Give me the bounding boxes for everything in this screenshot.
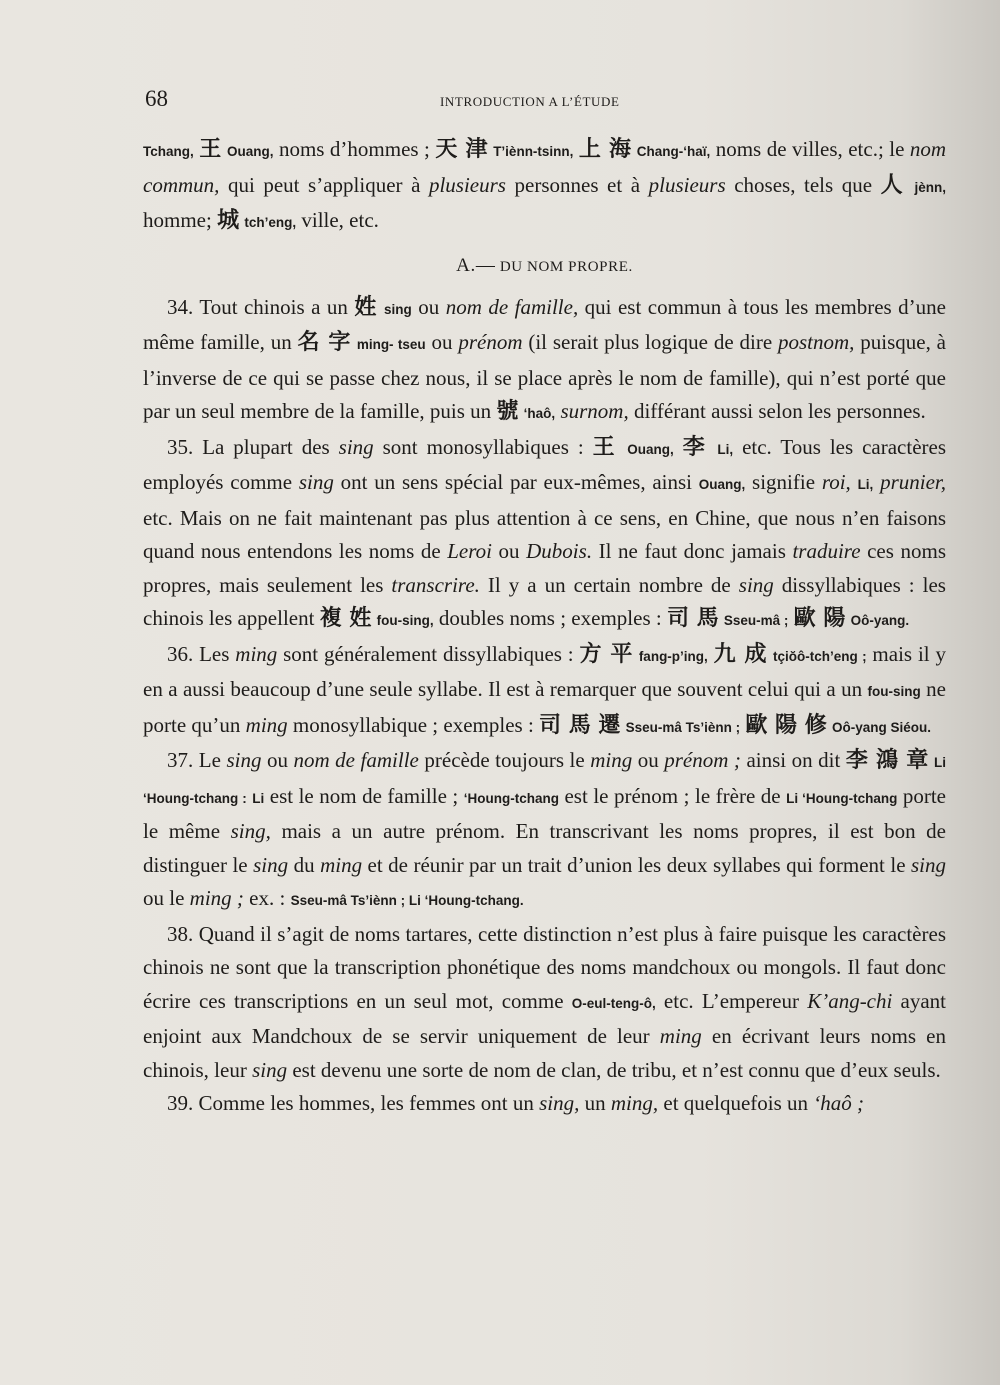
- italic-term: ‘haô ;: [813, 1091, 865, 1115]
- text: et quelquefois un: [658, 1091, 814, 1115]
- romanization: O-eul-teng-ô,: [571, 995, 656, 1011]
- text: homme;: [143, 208, 218, 232]
- italic-term: sing: [298, 470, 334, 494]
- italic-term: plusieurs: [648, 172, 726, 197]
- text: sont monosyllabiques :: [373, 434, 593, 459]
- romanization: ‘haô,: [523, 406, 556, 421]
- section-title: DU NOM PROPRE.: [499, 258, 633, 275]
- italic-term: nom de famille,: [445, 294, 579, 319]
- romanization: T’iènn-tsinn,: [493, 144, 574, 159]
- italic-term: ming: [659, 1024, 702, 1048]
- italic-term: sing: [252, 1057, 288, 1082]
- italic-term: sing: [738, 572, 774, 597]
- chinese-characters: 方 平: [579, 641, 633, 667]
- text: ainsi on dit: [740, 748, 846, 772]
- text: ou: [632, 748, 665, 772]
- text: 35. La plupart des: [167, 434, 339, 459]
- text: mais il y en a aussi beaucoup d’une seule syllabe. Il est à remarquer que souvent celui qui a un: [143, 641, 946, 701]
- paragraph-34: [143, 291, 946, 431]
- italic-term: ming: [590, 748, 633, 772]
- italic-term: sing: [910, 852, 946, 877]
- chinese-characters: 李 鴻 章: [845, 748, 929, 773]
- text: 38. Quand il s’agit de noms tartares, cette distinction n’est plus à faire puisque les caractères chinois ne sont que la transcription phonétique des noms mandchoux ou mongols. Il faut donc écrire ces transcriptions en un seul mot, comme: [143, 921, 946, 1013]
- paragraph-39: [143, 1087, 946, 1121]
- italic-term: plusieurs: [428, 172, 506, 197]
- italic-term: K’ang-chi: [807, 988, 893, 1013]
- text: est devenu une sorte de nom de clan, de tribu, et n’est connu que d’eux seuls.: [287, 1057, 941, 1082]
- romanization: Ouang,: [226, 144, 274, 159]
- text: 39. Comme les hommes, les femmes ont un: [167, 1091, 540, 1115]
- chinese-characters: 司 馬: [666, 606, 719, 631]
- text: ayant enjoint aux Mandchoux de se servir uniquement de leur: [143, 988, 946, 1048]
- italic-term: Leroi: [447, 539, 492, 563]
- chinese-characters: 九 成: [713, 641, 768, 667]
- italic-term: roi,: [821, 470, 851, 494]
- text: etc. L’empereur: [655, 988, 808, 1013]
- chinese-characters: 上 海: [578, 137, 632, 162]
- text: Il ne faut donc jamais: [592, 539, 793, 563]
- italic-term: ming ;: [189, 886, 244, 910]
- romanization: fou-sing,: [376, 613, 434, 628]
- romanization: Li,: [857, 477, 874, 492]
- chinese-characters: 歐 陽 修: [745, 712, 827, 738]
- italic-term: sing: [253, 852, 289, 877]
- romanization: Li ‘Houng-tchang :: [143, 755, 947, 806]
- chinese-characters: 王: [199, 137, 222, 162]
- chinese-characters: 姓: [354, 294, 378, 320]
- italic-term: sing,: [539, 1091, 580, 1115]
- romanization: Oô-yang Siéou.: [831, 719, 931, 735]
- text: en écrivant leurs noms en chinois, leur: [143, 1024, 946, 1082]
- text: signifie: [745, 470, 822, 494]
- text: est le nom de famille ;: [264, 783, 464, 808]
- italic-term: sing,: [230, 819, 271, 843]
- italic-term: prunier,: [880, 470, 947, 494]
- romanization: tçiŏô-tch’eng ;: [772, 648, 867, 664]
- italic-term: ming: [235, 641, 278, 666]
- italic-term: surnom,: [560, 399, 629, 423]
- romanization: Ouang,: [627, 441, 674, 457]
- italic-term: ming,: [610, 1091, 659, 1115]
- text: 34. Tout chinois a un: [167, 294, 355, 319]
- italic-term: sing: [338, 434, 374, 459]
- chinese-characters: 名 字: [297, 330, 351, 355]
- italic-term: sing: [226, 748, 262, 772]
- italic-term: ming: [245, 712, 288, 737]
- romanization: sing: [384, 301, 412, 317]
- text: un: [579, 1091, 611, 1115]
- paragraph-continuation: [143, 133, 946, 240]
- paragraph-38: [143, 918, 946, 1088]
- text: 37. Le: [167, 748, 227, 772]
- paragraph-35: [143, 431, 946, 638]
- italic-term: prénom ;: [664, 748, 741, 772]
- romanization: fang-p’ing,: [638, 648, 708, 664]
- romanization: Li ‘Houng-tchang: [786, 790, 898, 806]
- romanization: Oô-yang.: [850, 613, 910, 628]
- text: ville, etc.: [296, 208, 379, 232]
- text: doubles noms ; exemples :: [433, 606, 667, 630]
- text: ou: [491, 539, 527, 563]
- text: dissyllabiques : les chinois les appellent: [143, 572, 946, 630]
- text: etc. Tous les caractères employés comme: [143, 434, 947, 494]
- italic-term: nom de famille: [293, 748, 419, 772]
- section-letter: A.—: [456, 254, 496, 276]
- text: ou: [411, 294, 446, 319]
- italic-term: Dubois.: [526, 539, 593, 563]
- chinese-characters: 號: [496, 399, 519, 424]
- italic-term: ming: [320, 852, 363, 877]
- text: choses, tels que: [725, 172, 881, 197]
- text: ou le: [143, 886, 190, 910]
- text: Il y a un certain nombre de: [479, 572, 739, 597]
- chinese-characters: 天 津: [435, 137, 488, 162]
- italic-term: nom commun,: [143, 137, 947, 197]
- romanization: ‘Houng-tchang: [463, 790, 559, 806]
- text: monosyllabique ; exemples :: [287, 712, 540, 737]
- text: mais a un autre prénom. En transcrivant les noms propres, il est bon de distinguer le: [143, 819, 947, 877]
- romanization: ming- tseu: [356, 337, 426, 352]
- text: noms d’hommes ;: [273, 137, 436, 161]
- romanization: fou-sing: [867, 684, 921, 699]
- italic-term: transcrire.: [391, 572, 480, 597]
- text: (il serait plus logique de dire: [522, 330, 778, 354]
- running-title: INTRODUCTION A L’ÉTUDE: [440, 94, 620, 109]
- chinese-characters: 歐 陽: [793, 606, 846, 631]
- chinese-characters: 王: [592, 434, 619, 460]
- romanization: Li: [252, 790, 265, 806]
- chinese-characters: 司 馬 遷: [539, 712, 621, 738]
- text: différant aussi selon les personnes.: [628, 399, 926, 423]
- romanization: Tchang,: [143, 144, 194, 159]
- romanization: jènn,: [914, 179, 946, 195]
- text: ont un sens spécial par eux-mêmes, ainsi: [333, 470, 699, 494]
- text: sont généralement dissyllabiques :: [277, 641, 580, 666]
- italic-term: postnom,: [777, 330, 855, 354]
- romanization: Sseu-mâ ;: [723, 613, 789, 628]
- chinese-characters: 城: [217, 208, 240, 233]
- section-heading: [143, 248, 946, 285]
- text: ces noms propres, mais seulement les: [143, 539, 947, 597]
- romanization: Ouang,: [698, 477, 746, 492]
- text: précède toujours le: [418, 748, 591, 772]
- text: ne porte qu’un: [143, 677, 946, 737]
- page-header: [145, 86, 945, 116]
- romanization: Sseu-mâ Ts’iènn ;: [625, 719, 741, 735]
- page-body: [143, 133, 946, 1121]
- text: 36. Les: [167, 641, 236, 666]
- romanization: Sseu-mâ Ts’iènn ; Li ‘Houng-tchang.: [290, 893, 524, 908]
- chinese-characters: 人: [880, 172, 906, 198]
- text: et de réunir par un trait d’union les deux syllabes qui forment le: [362, 852, 911, 877]
- text: qui peut s’appliquer à: [219, 172, 429, 197]
- paragraph-37: [143, 744, 946, 918]
- text: est le prénom ; le frère de: [558, 783, 787, 808]
- italic-term: traduire: [792, 539, 861, 563]
- text: ex. :: [243, 886, 291, 910]
- text: ou: [261, 748, 294, 772]
- italic-term: prénom: [458, 330, 523, 354]
- text: porte le même: [143, 783, 946, 843]
- romanization: Chang-‘haï,: [636, 144, 711, 159]
- page-number: 68: [145, 86, 168, 111]
- paragraph-36: [143, 638, 946, 745]
- text: etc. Mais on ne fait maintenant pas plus attention à ce sens, en Chine, que nous n’en faisons quand nous entendons les noms de: [143, 505, 946, 563]
- text: noms de villes, etc.; le: [710, 137, 910, 161]
- text: puisque, à l’inverse de ce qui se passe chez nous, il se place après le nom de famille), qui n’est porté que par un seul membre de la famille, puis un: [143, 330, 946, 423]
- text: ou: [425, 330, 459, 354]
- text: du: [288, 852, 321, 877]
- chinese-characters: 複 姓: [319, 606, 372, 631]
- chinese-characters: 李: [682, 434, 709, 460]
- text: personnes et à: [505, 172, 649, 197]
- romanization: Li,: [717, 441, 734, 457]
- romanization: tch’eng,: [244, 215, 297, 230]
- text: qui est commun à tous les membres d’une même famille, un: [143, 294, 946, 354]
